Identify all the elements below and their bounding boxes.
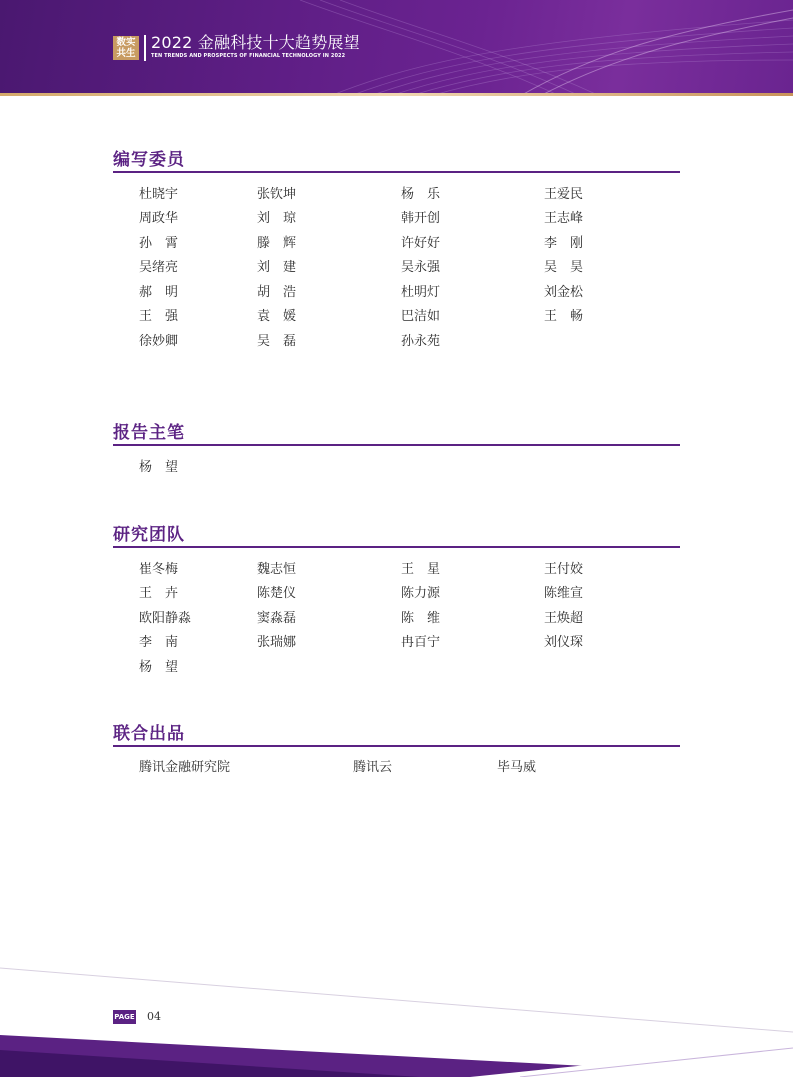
name-entry: 许好好 <box>401 235 441 251</box>
page-label-badge: PAGE <box>113 1010 136 1024</box>
name-entry: 杜晓宇 <box>139 186 179 202</box>
name-entry: 徐妙卿 <box>139 333 179 349</box>
name-entry: 胡 浩 <box>257 284 297 300</box>
section-joint-production <box>113 723 680 775</box>
name-entry: 刘 建 <box>257 260 297 275</box>
section-title: 联合出品 <box>113 724 185 744</box>
name-entry: 杜明灯 <box>401 284 441 300</box>
name-entry: 魏志恒 <box>257 561 297 577</box>
name-entry: 韩开创 <box>401 211 441 226</box>
section-editorial-committee <box>113 149 680 349</box>
page-header <box>0 0 793 96</box>
name-entry: 冉百宁 <box>401 635 441 650</box>
name-entry: 毕马威 <box>497 759 537 775</box>
name-entry: 刘金松 <box>544 284 584 300</box>
report-subtitle: TEN TRENDS AND PROSPECTS OF FINANCIAL TECHNOLOGY IN 2022 <box>151 53 346 59</box>
name-entry: 王焕超 <box>544 610 584 626</box>
name-entry: 王 畅 <box>544 309 584 324</box>
name-entry: 张钦坤 <box>257 186 297 202</box>
name-entry: 吴永强 <box>401 260 441 275</box>
name-entry: 吴 昊 <box>544 260 584 275</box>
section-title: 报告主笔 <box>113 423 185 443</box>
name-entry: 腾讯金融研究院 <box>139 759 231 775</box>
name-entry: 吴绪亮 <box>139 260 179 275</box>
name-entry: 李 南 <box>139 635 179 650</box>
name-entry: 腾讯云 <box>353 759 393 775</box>
section-divider <box>113 745 680 747</box>
name-entry: 陈力源 <box>401 586 441 601</box>
logo-line-1: 数实 <box>116 37 136 48</box>
section-divider <box>113 444 680 446</box>
section-title: 研究团队 <box>113 525 185 545</box>
header-gold-line <box>0 93 793 96</box>
name-entry: 杨 望 <box>139 659 179 675</box>
section-lead-author <box>113 422 680 475</box>
name-entry: 王 卉 <box>139 586 179 601</box>
name-entry: 刘 琼 <box>257 211 297 226</box>
name-entry: 陈 维 <box>401 610 441 626</box>
name-entry: 周政华 <box>139 211 179 226</box>
section-title: 编写委员 <box>113 150 185 170</box>
name-entry: 王 星 <box>401 561 441 577</box>
page-number: 04 <box>147 1010 161 1023</box>
name-entry: 张瑞娜 <box>257 635 297 650</box>
name-entry: 孙 霄 <box>139 235 179 251</box>
name-entry: 王志峰 <box>544 211 584 226</box>
name-entry: 陈维宣 <box>544 586 584 601</box>
name-entry: 孙永苑 <box>401 333 441 349</box>
name-entry: 王 强 <box>139 309 179 324</box>
name-entry: 杨 乐 <box>401 186 441 202</box>
name-entry: 吴 磊 <box>257 333 297 349</box>
name-entry: 欧阳静淼 <box>139 610 192 626</box>
name-entry: 陈楚仪 <box>257 586 297 601</box>
name-entry: 袁 媛 <box>257 309 297 324</box>
name-entry: 王爱民 <box>544 186 584 202</box>
name-entry: 李 刚 <box>544 235 584 251</box>
logo-badge <box>113 36 139 60</box>
report-title: 2022 金融科技十大趋势展望 <box>151 33 360 52</box>
name-entry: 滕 辉 <box>257 235 297 251</box>
section-research-team <box>113 524 680 675</box>
name-entry: 郝 明 <box>139 284 179 300</box>
name-entry: 窦淼磊 <box>257 610 297 626</box>
name-entry: 杨 望 <box>139 459 179 475</box>
logo-divider <box>144 35 146 61</box>
name-entry: 王付姣 <box>544 561 584 577</box>
name-entry: 刘仪琛 <box>544 635 584 650</box>
name-entry: 崔冬梅 <box>139 561 179 577</box>
section-divider <box>113 546 680 548</box>
name-entry: 巴洁如 <box>401 309 441 324</box>
section-divider <box>113 171 680 173</box>
logo-line-2: 共生 <box>116 48 136 59</box>
